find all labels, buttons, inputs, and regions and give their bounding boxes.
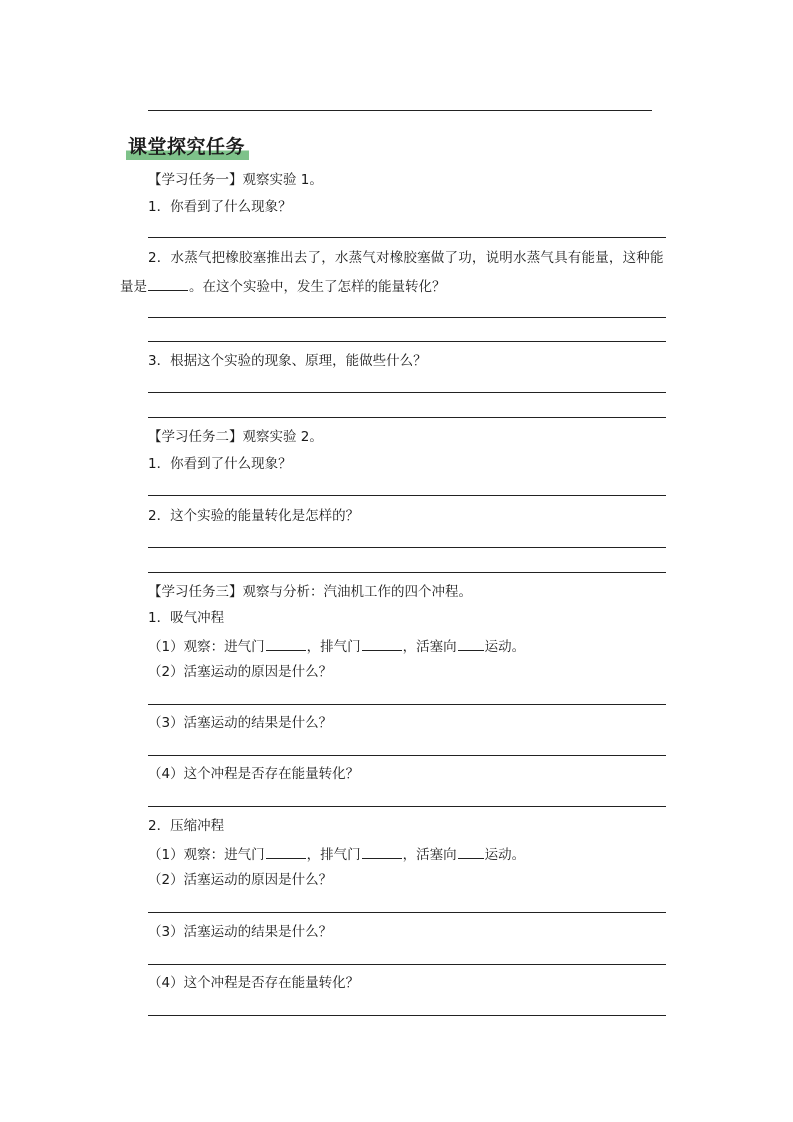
top-divider [148, 110, 652, 111]
text-fragment: ，排气门 [306, 847, 361, 863]
stroke2-q3: （3）活塞运动的结果是什么？ [148, 924, 333, 940]
task2-q2: 2．这个实验的能量转化是怎样的？ [148, 508, 360, 524]
text-fragment: 运动。 [484, 847, 526, 863]
task2-title: 【学习任务二】观察实验 2。 [148, 429, 323, 445]
answer-line[interactable] [148, 755, 666, 756]
fill-blank[interactable] [362, 844, 402, 859]
stroke1-q2: （2）活塞运动的原因是什么？ [148, 664, 333, 680]
task1-title: 【学习任务一】观察实验 1。 [148, 172, 323, 188]
task3-title: 【学习任务三】观察与分析：汽油机工作的四个冲程。 [148, 584, 472, 600]
stroke1-q4: （4）这个冲程是否存在能量转化？ [148, 766, 360, 782]
fill-blank[interactable] [458, 844, 484, 859]
answer-line[interactable] [148, 572, 666, 573]
task1-q1: 1．你看到了什么现象？ [148, 199, 292, 215]
answer-line[interactable] [148, 341, 666, 342]
stroke1-observe [148, 636, 525, 656]
answer-line[interactable] [148, 1015, 666, 1016]
answer-line[interactable] [148, 704, 666, 705]
stroke2-q4: （4）这个冲程是否存在能量转化？ [148, 975, 360, 991]
fill-blank[interactable] [148, 276, 188, 291]
text-fragment: ，排气门 [306, 639, 361, 655]
text-fragment: ，活塞向 [402, 847, 457, 863]
answer-line[interactable] [148, 964, 666, 965]
section-heading: 课堂探究任务 [126, 134, 249, 160]
answer-line[interactable] [148, 417, 666, 418]
task1-q2-line1: 2．水蒸气把橡胶塞推出去了，水蒸气对橡胶塞做了功，说明水蒸气具有能量，这种能 [148, 250, 664, 266]
task1-q3: 3．根据这个实验的现象、原理，能做些什么？ [148, 353, 427, 369]
text-fragment: 运动。 [484, 639, 526, 655]
text-fragment: 。在这个实验中，发生了怎样的能量转化？ [189, 279, 446, 295]
task1-q2-line2 [120, 276, 446, 296]
fill-blank[interactable] [266, 844, 306, 859]
answer-line[interactable] [148, 392, 666, 393]
answer-line[interactable] [148, 912, 666, 913]
answer-line[interactable] [148, 317, 666, 318]
text-fragment: 量是 [120, 279, 147, 295]
text-fragment: ，活塞向 [402, 639, 457, 655]
stroke2-q2: （2）活塞运动的原因是什么？ [148, 872, 333, 888]
stroke1-name: 1．吸气冲程 [148, 610, 225, 626]
fill-blank[interactable] [362, 636, 402, 651]
stroke1-q3: （3）活塞运动的结果是什么？ [148, 715, 333, 731]
answer-line[interactable] [148, 237, 666, 238]
text-fragment: （1）观察：进气门 [148, 639, 265, 655]
text-fragment: （1）观察：进气门 [148, 847, 265, 863]
task2-q1: 1．你看到了什么现象？ [148, 456, 292, 472]
stroke2-observe [148, 844, 525, 864]
stroke2-name: 2．压缩冲程 [148, 818, 225, 834]
answer-line[interactable] [148, 806, 666, 807]
answer-line[interactable] [148, 495, 666, 496]
fill-blank[interactable] [266, 636, 306, 651]
answer-line[interactable] [148, 547, 666, 548]
fill-blank[interactable] [458, 636, 484, 651]
